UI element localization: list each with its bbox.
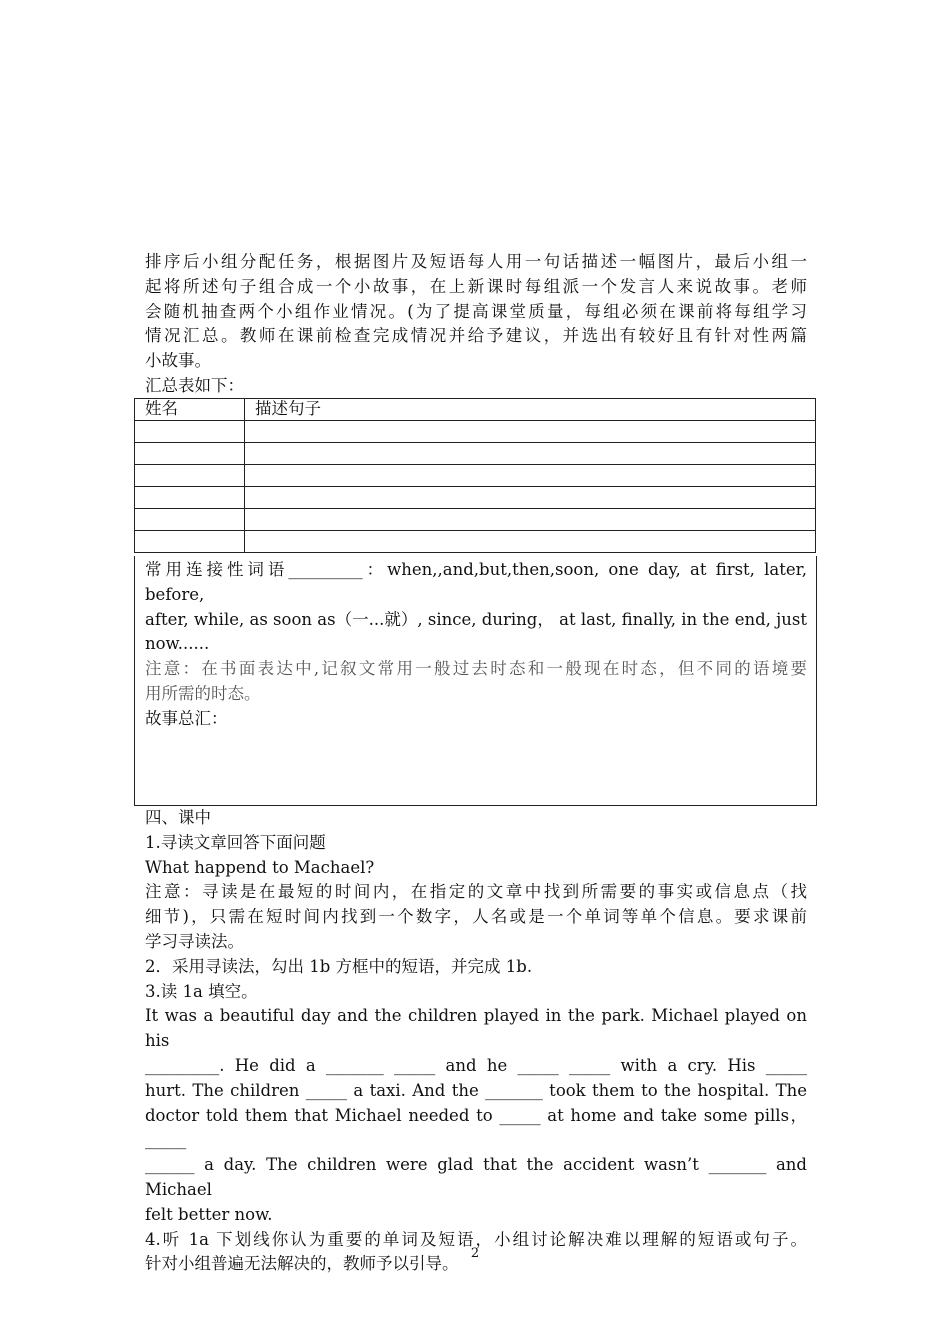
table-row xyxy=(135,531,816,553)
table-cell[interactable] xyxy=(245,487,816,509)
story-label: 故事总汇： xyxy=(145,708,228,728)
summary-label: 汇总表如下： xyxy=(145,376,244,395)
table-cell[interactable] xyxy=(135,421,245,443)
passage-line: It was a beautiful day and the children played in the park. Michael played on his xyxy=(145,1006,807,1051)
scanning-note-line: 细节)，只需在短时间内找到一个数字，人名或是一个单词等单个信息。要求课前 xyxy=(145,907,807,927)
table-row xyxy=(135,443,816,465)
connectives-box xyxy=(134,556,817,806)
task-4-line: 4.听 1a 下划线你认为重要的单词及短语，小组讨论解决难以理解的短语或句子。 xyxy=(145,1229,807,1249)
table-row xyxy=(135,421,816,443)
table-row xyxy=(135,509,816,531)
lesson-section xyxy=(145,806,807,1277)
scanning-note-line: 学习寻读法。 xyxy=(145,931,244,951)
table-cell[interactable] xyxy=(135,465,245,487)
table-cell[interactable] xyxy=(245,421,816,443)
text-line: 小故事。 xyxy=(145,351,211,371)
header-name: 姓名 xyxy=(135,399,245,421)
page-number: 2 xyxy=(470,1246,480,1261)
passage-line: felt better now. xyxy=(145,1204,273,1224)
table-header-row xyxy=(135,399,816,421)
text-line: 情况汇总。教师在课前检查完成情况并给予建议，并选出有较好且有针对性两篇 xyxy=(145,326,807,346)
text-line: 排序后小组分配任务，根据图片及短语每人用一句话描述一幅图片，最后小组一 xyxy=(145,252,807,271)
task-1: 1.寻读文章回答下面问题 xyxy=(145,832,326,852)
task-3: 3.读 1a 填空。 xyxy=(145,981,258,1001)
task-1-question: What happend to Machael? xyxy=(145,857,375,877)
table-cell[interactable] xyxy=(245,443,816,465)
connectives-line: after, while, as soon as（一...就）, since, during， at last, finally, in the end, just xyxy=(145,609,807,629)
table-cell[interactable] xyxy=(135,531,245,553)
table-row xyxy=(135,487,816,509)
table-cell[interactable] xyxy=(245,531,816,553)
passage-line: hurt. The children _____ a taxi. And the _______ took them to the hospital. The xyxy=(145,1080,807,1100)
text-line: 起将所述句子组合成一个小故事，在上新课时每组派一个发言人来说故事。老师 xyxy=(145,276,807,296)
scanning-note-line: 注意：寻读是在最短的时间内，在指定的文章中找到所需要的事实或信息点（找 xyxy=(145,882,807,902)
task-4-line: 针对小组普遍无法解决的，教师予以引导。 xyxy=(145,1254,459,1274)
intro-paragraph xyxy=(145,250,807,374)
header-sentence: 描述句子 xyxy=(245,399,816,421)
tense-note-line: 注意：在书面表达中,记叙文常用一般过去时态和一般现在时态，但不同的语境要 xyxy=(145,659,807,679)
table-cell[interactable] xyxy=(135,509,245,531)
section-heading: 四、课中 xyxy=(145,808,211,827)
table-cell[interactable] xyxy=(135,487,245,509)
table-cell[interactable] xyxy=(245,465,816,487)
table-cell[interactable] xyxy=(135,443,245,465)
tense-note-line: 用所需的时态。 xyxy=(145,683,261,703)
connectives-line: now...... xyxy=(145,634,210,654)
table-cell[interactable] xyxy=(245,509,816,531)
connectives-line: 常用连接性词语_________：when,,and,but,then,soon, one day, at first, later, before, xyxy=(145,560,807,604)
passage-line: ______ a day. The children were glad that the accident wasn’t _______ and Michael xyxy=(145,1155,807,1199)
table-row xyxy=(135,465,816,487)
summary-table xyxy=(134,398,816,553)
passage-line: doctor told them that Michael needed to _____ at home and take some pills， _____ xyxy=(145,1105,807,1150)
passage-line: _________. He did a _______ _____ and he _____ _____ with a cry. His _____ xyxy=(145,1055,807,1075)
text-line: 会随机抽查两个小组作业情况。(为了提高课堂质量，每组必须在课前将每组学习 xyxy=(145,301,807,321)
task-2: 2．采用寻读法，勾出 1b 方框中的短语，并完成 1b. xyxy=(145,956,533,976)
